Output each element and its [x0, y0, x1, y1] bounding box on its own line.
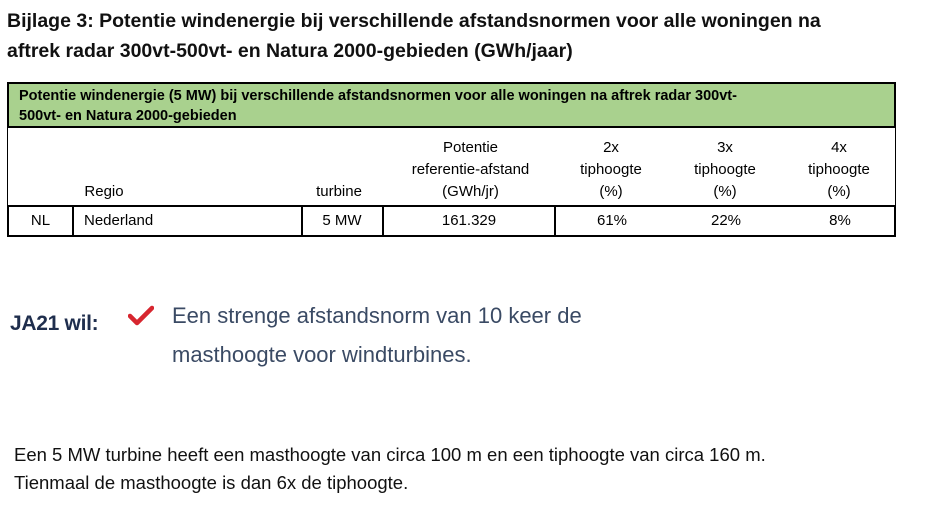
header-potentie-line-3: (GWh/jr) — [442, 183, 499, 200]
table-caption-line-1: Potentie windenergie (5 MW) bij verschillende afstandsnormen voor alle woningen na aftrek radar 300vt- — [19, 88, 737, 104]
page-heading — [7, 6, 922, 66]
header-tip2-line-3: (%) — [599, 183, 623, 200]
cell-potentie: 161.329 — [441, 212, 497, 229]
cell-turbine: 5 MW — [322, 212, 362, 229]
potential-table — [7, 82, 898, 237]
header-potentie-line-2: referentie-afstand — [411, 161, 530, 178]
table-header — [7, 128, 896, 205]
header-tip3-line-3: (%) — [713, 183, 737, 200]
header-tip4-line-3: (%) — [827, 183, 851, 200]
header-tip2-line-2: tiphoogte — [580, 161, 642, 178]
cell-divider — [554, 206, 556, 236]
header-turbine: turbine — [316, 183, 362, 200]
header-tip4-line-2: tiphoogte — [808, 161, 870, 178]
explanation-text — [14, 441, 929, 497]
header-regio: Regio — [84, 183, 124, 200]
explanation-line-2: Tienmaal de masthoogte is dan 6x de tiphoogte. — [14, 472, 409, 493]
header-tip3 — [670, 137, 780, 203]
header-potentie-line-1: Potentie — [442, 139, 499, 156]
heading-line-1: Bijlage 3: Potentie windenergie bij verschillende afstandsnormen voor alle woningen na — [7, 10, 821, 32]
header-tip3-line-1: 3x — [717, 139, 733, 156]
header-tip3-line-2: tiphoogte — [694, 161, 756, 178]
header-tip4 — [784, 137, 894, 203]
ja21-quote — [172, 296, 672, 374]
cell-regio: Nederland — [84, 212, 154, 229]
heading-line-2: aftrek radar 300vt-500vt- en Natura 2000-gebieden (GWh/jaar) — [7, 40, 573, 62]
table-caption-line-2: 500vt- en Natura 2000-gebieden — [19, 108, 237, 124]
ja21-quote-line-1: Een strenge afstandsnorm van 10 keer de — [172, 303, 582, 328]
cell-tip4: 8% — [829, 212, 851, 229]
table-row — [7, 205, 896, 237]
cell-tip3: 22% — [710, 212, 742, 229]
explanation-line-1: Een 5 MW turbine heeft een masthoogte van circa 100 m en een tiphoogte van circa 160 m. — [14, 444, 766, 465]
cell-divider — [72, 206, 74, 236]
checkmark-icon — [128, 305, 154, 327]
ja21-label: JA21 wil: — [10, 312, 99, 335]
header-potentie — [388, 137, 553, 203]
cell-tip2: 61% — [596, 212, 628, 229]
ja21-quote-line-2: masthoogte voor windturbines. — [172, 342, 472, 367]
table-caption — [7, 82, 896, 128]
header-tip2-line-1: 2x — [603, 139, 619, 156]
header-tip4-line-1: 4x — [831, 139, 847, 156]
cell-code: NL — [30, 212, 51, 229]
header-tip2 — [556, 137, 666, 203]
